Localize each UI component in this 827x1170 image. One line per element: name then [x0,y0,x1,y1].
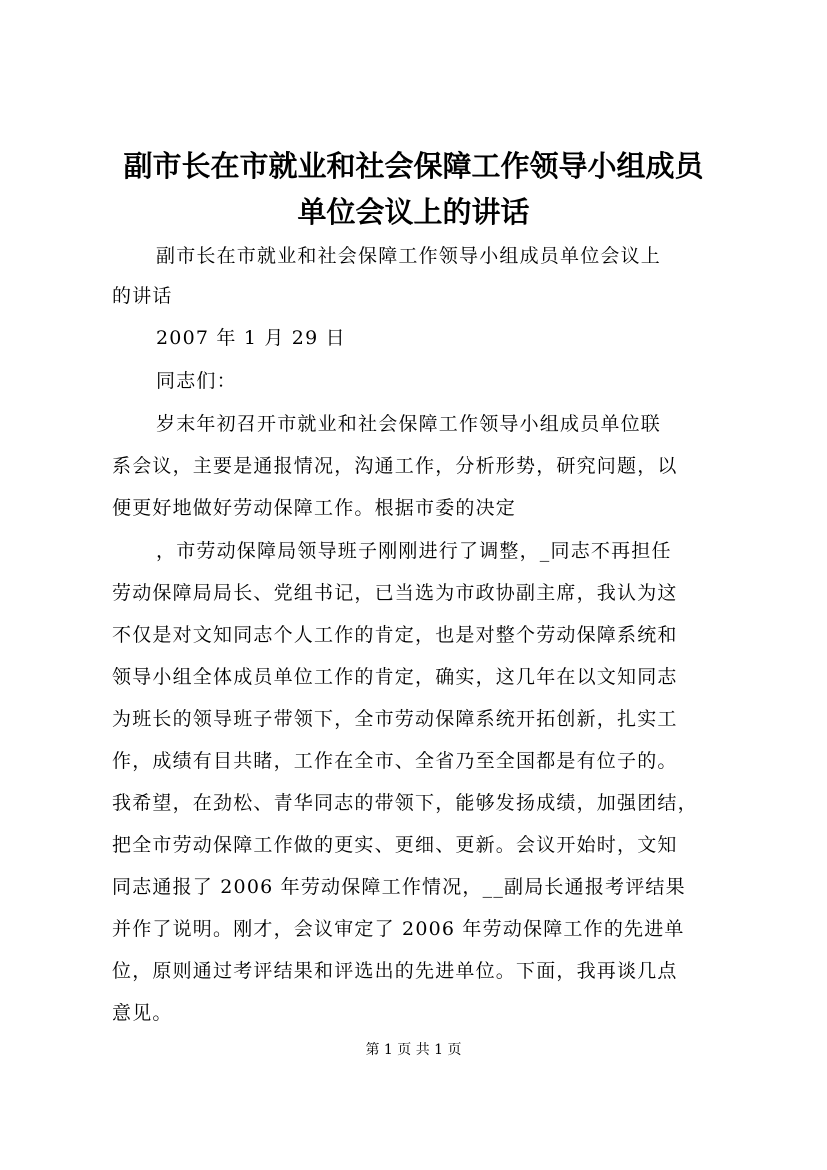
paragraph-line: 副市长在市就业和社会保障工作领导小组成员单位会议上 [156,245,662,267]
paragraph-line: 不仅是对文知同志个人工作的肯定，也是对整个劳动保障系统和 [112,624,678,646]
paragraph-line: 便更好地做好劳动保障工作。根据市委的决定 [112,497,517,519]
paragraph-line: 同志通报了 2006 年劳动保障工作情况，__副局长通报考评结果 [112,876,686,898]
paragraph-line: 岁末年初召开市就业和社会保障工作领导小组成员单位联 [156,413,662,435]
document-title-line-2: 单位会议上的讲话 [297,195,530,229]
paragraph-line: 位，原则通过考评结果和评选出的先进单位。下面，我再谈几点 [112,960,678,982]
document-date: 2007 年 1 月 29 日 [156,327,346,349]
paragraph-line: 并作了说明。刚才，会议审定了 2006 年劳动保障工作的先进单 [112,918,685,940]
paragraph-line: ，市劳动保障局领导班子刚刚进行了调整，_同志不再担任 [156,540,672,562]
paragraph-line: 作，成绩有目共睹，工作在全市、全省乃至全国都是有位子的。 [112,750,678,772]
paragraph-line: 意见。 [112,1002,173,1024]
document-title-line-1: 副市长在市就业和社会保障工作领导小组成员 [123,149,704,183]
paragraph-line: 为班长的领导班子带领下，全市劳动保障系统开拓创新，扎实工 [112,708,678,730]
paragraph-line: 劳动保障局局长、党组书记，已当选为市政协副主席，我认为这 [112,582,678,604]
paragraph-line: 系会议，主要是通报情况，沟通工作，分析形势，研究问题，以 [112,455,678,477]
salutation: 同志们： [156,370,237,392]
paragraph-line: 领导小组全体成员单位工作的肯定，确实，这几年在以文知同志 [112,666,678,688]
page-number-footer: 第 1 页 共 1 页 [365,1042,462,1058]
paragraph-line: 我希望，在劲松、青华同志的带领下，能够发扬成绩，加强团结， [112,792,698,814]
paragraph-line: 的讲话 [112,285,173,307]
paragraph-line: 把全市劳动保障工作做的更实、更细、更新。会议开始时，文知 [112,834,678,856]
